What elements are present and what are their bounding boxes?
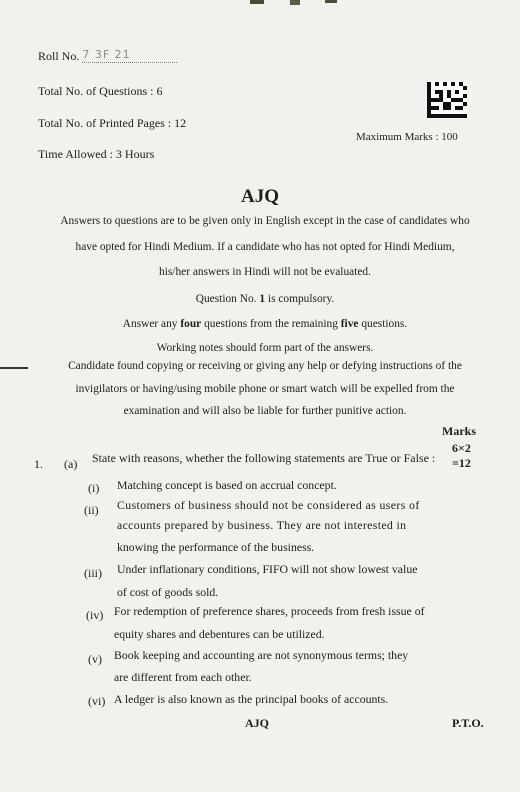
roll-no-value: 7 3F 21 bbox=[82, 48, 131, 61]
margin-pen-mark bbox=[0, 367, 28, 369]
marks-heading: Marks bbox=[442, 424, 476, 438]
item-text: Book keeping and accounting are not synonymous terms; they bbox=[114, 648, 409, 662]
item-text: are different from each other. bbox=[114, 670, 252, 684]
instruction-line-4: Question No. 1 is compulsory. bbox=[195, 293, 335, 305]
item-text: knowing the performance of the business. bbox=[117, 540, 315, 554]
item-text: Matching concept is based on accrual concept. bbox=[117, 478, 337, 492]
item-text: accounts prepared by business. They are not interested in bbox=[117, 518, 407, 532]
item-text: A ledger is also known as the principal books of accounts. bbox=[114, 692, 389, 706]
item-number: (v) bbox=[88, 652, 102, 666]
instruction-line-5: Answer any four questions from the remaining five questions. bbox=[122, 318, 408, 330]
instruction-line-7: Candidate found copying or receiving or giving any help or defying instructions of the bbox=[68, 360, 462, 372]
time-allowed: Time Allowed : 3 Hours bbox=[38, 147, 155, 161]
item-number: (vi) bbox=[88, 694, 106, 708]
question-text: State with reasons, whether the following statements are True or False : bbox=[92, 451, 436, 465]
total-printed-pages: Total No. of Printed Pages : 12 bbox=[38, 116, 187, 130]
instruction-line-1: Answers to questions are to be given only in English except in the case of candidates who bbox=[60, 215, 470, 227]
item-text: of cost of goods sold. bbox=[117, 585, 219, 599]
paper-title: AJQ bbox=[241, 186, 279, 207]
instruction-line-6: Working notes should form part of the answers. bbox=[156, 342, 374, 354]
roll-no-label: Roll No. bbox=[38, 49, 80, 63]
item-text: For redemption of preference shares, proceeds from fresh issue of bbox=[114, 604, 425, 618]
item-number: (ii) bbox=[84, 503, 99, 517]
instruction-line-3: his/her answers in Hindi will not be evaluated. bbox=[159, 266, 371, 278]
roll-no-field bbox=[82, 47, 177, 63]
decorative-header-mark bbox=[230, 0, 350, 6]
item-number: (iii) bbox=[84, 566, 102, 580]
item-number: (iv) bbox=[86, 608, 104, 622]
question-marks-line-2: =12 bbox=[452, 456, 471, 470]
question-number: 1. bbox=[34, 457, 43, 471]
item-text: Under inflationary conditions, FIFO will not show lowest value bbox=[117, 562, 418, 576]
roll-no-row bbox=[38, 49, 177, 65]
item-number: (i) bbox=[88, 481, 100, 495]
maximum-marks: Maximum Marks : 100 bbox=[356, 131, 458, 143]
item-text: Customers of business should not be considered as users of bbox=[117, 498, 420, 512]
instruction-line-9: examination and will also be liable for further punitive action. bbox=[123, 405, 407, 417]
qr-code-icon bbox=[427, 82, 467, 118]
instruction-line-8: invigilators or having/using mobile phone or smart watch will be expelled from the bbox=[75, 383, 455, 395]
instruction-line-2: have opted for Hindi Medium. If a candidate who has not opted for Hindi Medium, bbox=[75, 241, 455, 253]
total-questions: Total No. of Questions : 6 bbox=[38, 84, 163, 98]
item-text: equity shares and debentures can be utilized. bbox=[114, 627, 325, 641]
footer-pto: P.T.O. bbox=[452, 716, 484, 730]
question-marks-line-1: 6×2 bbox=[452, 441, 471, 455]
footer-paper-code: AJQ bbox=[245, 716, 269, 730]
question-part: (a) bbox=[64, 457, 78, 471]
